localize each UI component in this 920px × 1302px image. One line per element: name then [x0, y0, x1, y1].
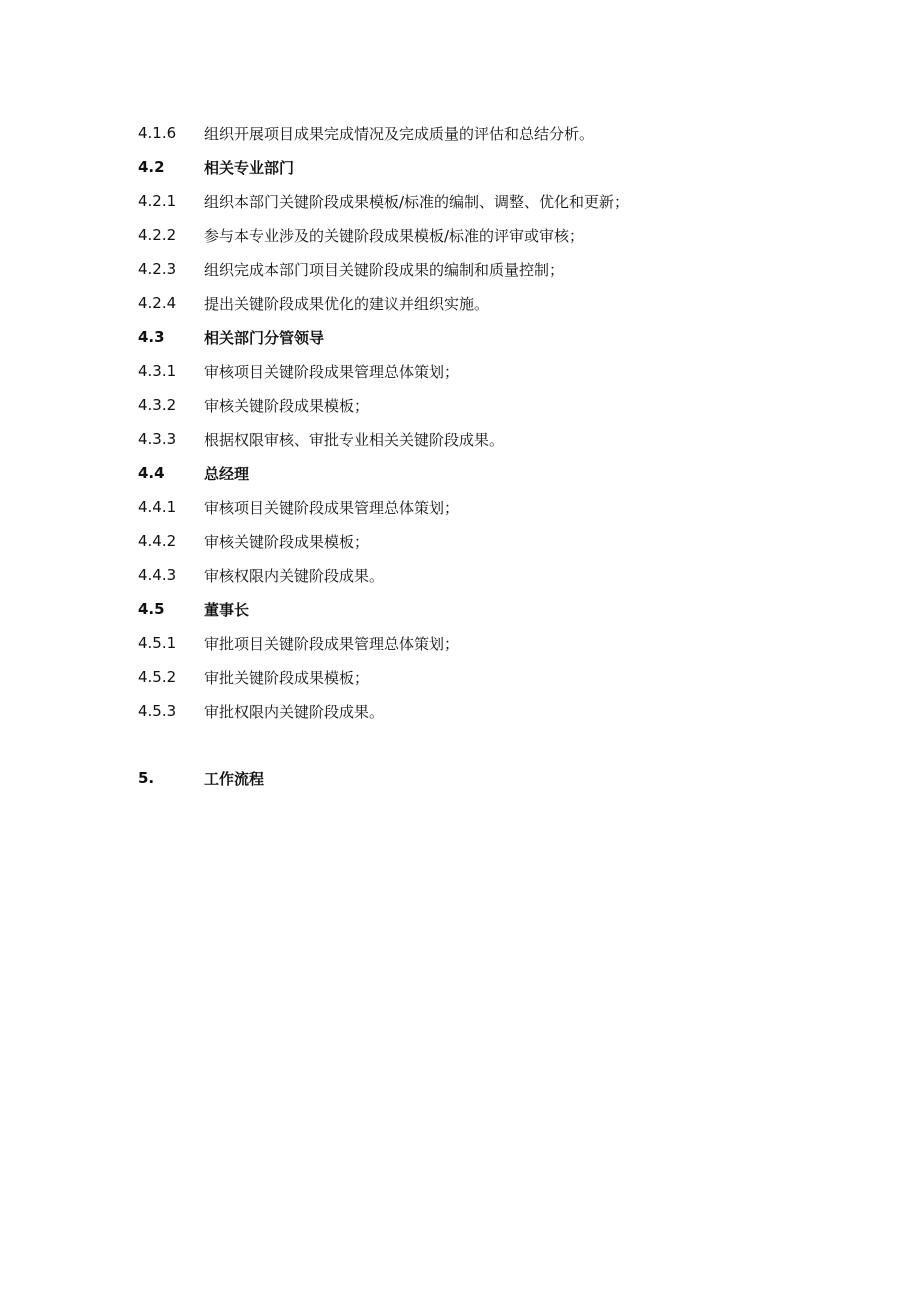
section-number: 4.3: [138, 328, 165, 346]
list-item: [138, 665, 369, 689]
item-number: 4.2.3: [138, 260, 177, 278]
section-title: 相关专业部门: [204, 158, 295, 177]
item-text: 审核项目关键阶段成果管理总体策划；: [204, 498, 460, 517]
section-title: 董事长: [204, 600, 250, 619]
item-number: 4.3.1: [138, 362, 177, 380]
section-heading: [138, 461, 249, 485]
item-text: 审核关键阶段成果模板；: [204, 532, 370, 551]
list-item: [138, 631, 459, 655]
list-item: [138, 563, 384, 587]
item-text: 组织完成本部门项目关键阶段成果的编制和质量控制；: [204, 260, 565, 279]
section-number: 4.2: [138, 158, 165, 176]
list-item: [138, 699, 384, 723]
list-item: [138, 121, 594, 145]
list-item: [138, 495, 459, 519]
item-text: 审批项目关键阶段成果管理总体策划；: [204, 634, 460, 653]
chapter-heading: [138, 766, 264, 790]
list-item: [138, 291, 489, 315]
item-text: 组织本部门关键阶段成果模板/标准的编制、调整、优化和更新；: [204, 192, 630, 211]
item-number: 4.3.2: [138, 396, 177, 414]
item-number: 4.3.3: [138, 430, 177, 448]
item-text: 参与本专业涉及的关键阶段成果模板/标准的评审或审核；: [204, 226, 585, 245]
list-item: [138, 189, 629, 213]
item-number: 4.4.2: [138, 532, 177, 550]
chapter-number: 5.: [138, 769, 155, 787]
item-number: 4.4.3: [138, 566, 177, 584]
section-number: 4.5: [138, 600, 165, 618]
list-item: [138, 393, 369, 417]
chapter-title: 工作流程: [204, 769, 265, 788]
item-number: 4.5.1: [138, 634, 177, 652]
item-text: 根据权限审核、审批专业相关关键阶段成果。: [204, 430, 505, 449]
item-text: 审核关键阶段成果模板；: [204, 396, 370, 415]
item-number: 4.5.2: [138, 668, 177, 686]
section-heading: [138, 325, 324, 349]
item-number: 4.2.4: [138, 294, 177, 312]
item-text: 审批关键阶段成果模板；: [204, 668, 370, 687]
list-item: [138, 359, 459, 383]
list-item: [138, 427, 504, 451]
list-item: [138, 223, 584, 247]
item-number: 4.2.2: [138, 226, 177, 244]
section-heading: [138, 155, 294, 179]
item-number: 4.2.1: [138, 192, 177, 210]
item-number: 4.1.6: [138, 124, 177, 142]
item-text: 审核权限内关键阶段成果。: [204, 566, 385, 585]
section-heading: [138, 597, 249, 621]
item-number: 4.5.3: [138, 702, 177, 720]
section-title: 相关部门分管领导: [204, 328, 325, 347]
item-text: 提出关键阶段成果优化的建议并组织实施。: [204, 294, 490, 313]
section-title: 总经理: [204, 464, 250, 483]
section-number: 4.4: [138, 464, 165, 482]
item-text: 组织开展项目成果完成情况及完成质量的评估和总结分析。: [204, 124, 595, 143]
list-item: [138, 257, 564, 281]
item-text: 审批权限内关键阶段成果。: [204, 702, 385, 721]
item-number: 4.4.1: [138, 498, 177, 516]
item-text: 审核项目关键阶段成果管理总体策划；: [204, 362, 460, 381]
list-item: [138, 529, 369, 553]
